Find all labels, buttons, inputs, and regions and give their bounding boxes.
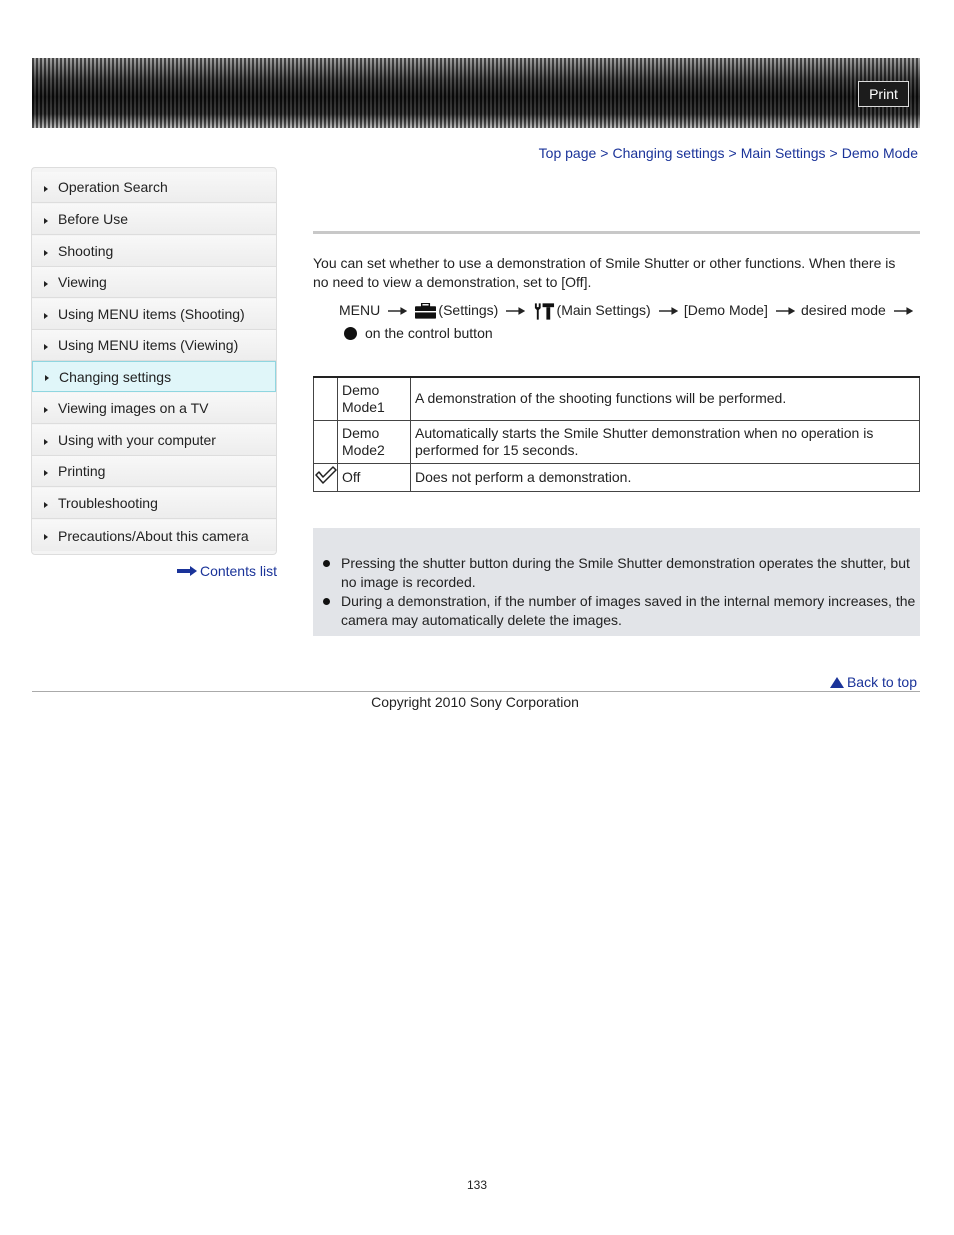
sidebar-item-label: Viewing images on a TV [58,400,209,416]
sidebar-item-viewing-tv[interactable] [32,393,276,424]
table-cell-mode: Off [338,463,411,491]
arrow-right-icon [44,313,48,319]
bullet-icon [323,598,330,605]
breadcrumb-top-page[interactable]: Top page [538,145,597,161]
table-cell-description: Does not perform a demonstration. [411,463,920,491]
list-item [321,554,917,592]
table-row [314,463,920,491]
sidebar-item-viewing[interactable] [32,267,276,298]
triangle-up-icon [830,677,844,688]
breadcrumb-demo-mode[interactable]: Demo Mode [841,145,918,161]
sidebar-item-label: Using MENU items (Shooting) [58,306,245,322]
copyright-text: Copyright 2010 Sony Corporation [371,694,579,710]
sidebar-item-label: Viewing [58,274,107,290]
step-demo-mode: [Demo Mode] [683,302,768,318]
arrow-right-icon [659,307,678,315]
sidebar-item-label: Using MENU items (Viewing) [58,337,239,353]
sidebar-item-label: Operation Search [58,179,168,195]
sidebar-item-computer[interactable] [32,425,276,456]
table-cell-icon [314,420,338,463]
arrow-right-icon [894,307,913,315]
page-number: 133 [466,1178,488,1192]
back-to-top-label: Back to top [846,674,917,690]
header-banner [32,58,920,128]
arrow-right-icon [388,307,407,315]
back-to-top-link[interactable] [830,674,917,690]
step-desired-mode: desired mode [801,302,886,318]
print-button[interactable]: Print [858,81,909,107]
breadcrumb-separator: > [829,145,838,161]
note-text: During a demonstration, if the number of images saved in the internal memory increases, the camera may automatically delete the images. [341,593,916,628]
intro-text: You can set whether to use a demonstration of Smile Shutter or other functions. When there is no need to view a demonstration, set to [Off]. [313,255,896,290]
check-icon [315,466,337,484]
wrench-hammer-icon [533,302,554,320]
table-cell-icon [314,463,338,491]
arrow-right-icon [177,566,197,576]
arrow-right-icon [506,307,525,315]
table-cell-icon [314,377,338,420]
sidebar-item-label: Troubleshooting [58,495,158,511]
arrow-right-icon [44,407,48,413]
arrow-right-icon [44,439,48,445]
sidebar-item-before-use[interactable] [32,204,276,235]
sidebar-item-precautions[interactable] [32,520,276,551]
step-control-button: on the control button [365,325,493,341]
arrow-right-icon [44,186,48,192]
contents-list-label: Contents list [199,563,277,579]
breadcrumb-changing-settings[interactable]: Changing settings [612,145,725,161]
notes-list [321,554,917,630]
breadcrumb-main-settings[interactable]: Main Settings [740,145,826,161]
sidebar-item-label: Shooting [58,243,114,259]
arrow-right-icon [44,218,48,224]
arrow-right-icon [44,344,48,350]
sidebar-item-printing[interactable] [32,456,276,487]
title-divider [313,231,920,234]
breadcrumb-separator: > [728,145,737,161]
notes-box [313,528,920,636]
sidebar-item-menu-viewing[interactable] [32,330,276,361]
arrow-right-icon [45,375,49,381]
table-cell-mode: Demo Mode1 [338,377,411,420]
list-item [321,592,917,630]
center-button-icon [344,327,357,340]
sidebar-item-menu-shooting[interactable] [32,299,276,330]
arrow-right-icon [44,534,48,540]
breadcrumb-separator: > [600,145,609,161]
table-cell-description: Automatically starts the Smile Shutter demonstration when no operation is performed for 15 seconds. [411,420,920,463]
toolbox-icon [415,303,436,319]
step-menu: MENU [339,302,381,318]
table-cell-mode: Demo Mode2 [338,420,411,463]
menu-steps [339,299,919,345]
note-text: Pressing the shutter button during the Smile Shutter demonstration operates the shutter, but no image is recorded. [341,555,910,590]
contents-list-link[interactable] [177,563,277,579]
arrow-right-icon [776,307,795,315]
footer-divider [32,691,920,692]
sidebar-item-shooting[interactable] [32,236,276,267]
arrow-right-icon [44,502,48,508]
sidebar-item-operation-search[interactable] [32,172,276,203]
sidebar-item-label: Using with your computer [58,432,216,448]
arrow-right-icon [44,250,48,256]
table-row [314,377,920,420]
demo-mode-table [313,376,920,492]
sidebar-item-label: Changing settings [59,368,172,385]
arrow-right-icon [44,470,48,476]
sidebar-item-label: Precautions/About this camera [58,527,249,544]
breadcrumb [539,145,918,161]
arrow-right-icon [44,281,48,287]
sidebar-item-troubleshooting[interactable] [32,488,276,519]
bullet-icon [323,560,330,567]
table-row [314,420,920,463]
sidebar-nav [31,167,277,555]
step-main-settings: (Main Settings) [556,302,651,318]
step-settings: (Settings) [438,302,499,318]
sidebar-item-changing-settings[interactable] [32,361,276,392]
sidebar-item-label: Printing [58,463,106,479]
sidebar-item-label: Before Use [58,211,129,227]
table-cell-description: A demonstration of the shooting functions will be performed. [411,377,920,420]
